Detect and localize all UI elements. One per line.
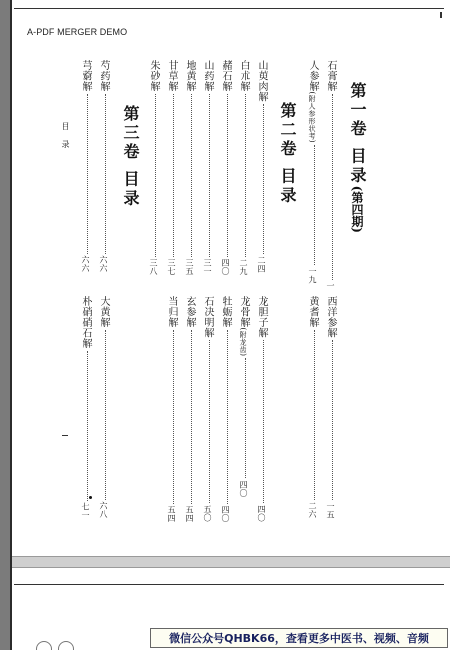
entry-label: 朱砂解 <box>148 60 159 92</box>
toc-entry[interactable] <box>254 60 269 273</box>
ink-dot <box>89 496 92 499</box>
leader-dots <box>87 351 88 501</box>
toc-entry[interactable] <box>305 60 320 284</box>
entry-page: 四〇 <box>221 258 230 276</box>
leader-dots <box>227 94 228 257</box>
leader-dots <box>155 94 156 257</box>
entry-label: 地黄解 <box>184 60 195 92</box>
entry-page: 二九 <box>239 258 248 276</box>
entry-label: 白朮解 <box>238 60 249 92</box>
entry-label: 玄参解 <box>184 296 195 328</box>
entry-page: 三五 <box>185 258 194 276</box>
watermark-text: A-PDF MERGER DEMO <box>27 27 128 37</box>
toc-entry[interactable] <box>323 296 338 519</box>
entry-page: 一九 <box>308 266 317 284</box>
top-rule <box>14 8 444 9</box>
volume-1-title: 第一卷 目录 <box>348 82 367 186</box>
toc-entry[interactable] <box>254 296 269 522</box>
toc-entry[interactable] <box>305 296 320 519</box>
toc-entry[interactable] <box>182 60 197 276</box>
page-corner-mark <box>440 12 442 18</box>
entry-label: 甘草解 <box>166 60 177 92</box>
entry-label: 赭石解 <box>220 60 231 92</box>
entry-page: 三八 <box>149 258 158 276</box>
entry-label: 芎藭解 <box>80 60 91 92</box>
leader-dots <box>332 94 333 280</box>
toc-entry[interactable] <box>146 60 161 276</box>
toc-entry[interactable] <box>200 60 215 276</box>
entry-page: 二六 <box>308 501 317 519</box>
entry-page: 六六 <box>99 255 108 273</box>
toc-entry[interactable] <box>182 296 197 523</box>
entry-page: 四〇 <box>221 505 230 523</box>
volume-3-heading <box>119 105 142 209</box>
leader-dots <box>191 94 192 257</box>
leader-dots <box>227 330 228 504</box>
page-separator <box>12 556 450 568</box>
scroll-circle-icon <box>36 641 52 650</box>
toc-entry[interactable] <box>78 296 93 520</box>
entry-page: 二四 <box>257 256 266 273</box>
toc-entry[interactable] <box>164 296 179 523</box>
volume-3-title: 第三卷 目录 <box>121 105 140 209</box>
entry-page: 六六 <box>81 255 90 273</box>
margin-dash <box>62 435 68 436</box>
toc-entry[interactable] <box>236 60 251 276</box>
volume-2-title: 第二卷 目录 <box>278 102 297 206</box>
leader-dots <box>105 94 106 254</box>
leader-dots <box>332 340 333 500</box>
margin-label: 目录 <box>61 122 70 158</box>
toc-entry[interactable] <box>218 296 233 523</box>
leader-dots <box>314 145 315 265</box>
entry-label: 山萸肉解 <box>256 60 267 102</box>
toc-entry[interactable] <box>323 60 338 290</box>
entry-label: 石决明解 <box>202 296 213 338</box>
entry-page: 七一 <box>81 502 90 520</box>
entry-label: 朴硝硝石解 <box>80 296 91 349</box>
entry-label: 当归解 <box>166 296 177 328</box>
toc-entry[interactable] <box>78 60 93 273</box>
toc-entry[interactable] <box>164 60 179 276</box>
toc-entry[interactable] <box>200 296 215 522</box>
volume-2-heading <box>276 102 299 206</box>
entry-page: 五四 <box>185 505 194 523</box>
promo-banner[interactable] <box>150 628 448 648</box>
entry-label: 西洋参解 <box>325 296 336 338</box>
leader-dots <box>191 330 192 504</box>
next-page-top-rule <box>14 584 444 585</box>
leader-dots <box>209 94 210 257</box>
entry-page: 四〇 <box>257 505 266 522</box>
leader-dots <box>173 94 174 257</box>
leader-dots <box>87 94 88 254</box>
entry-note: (附人参形状考) <box>308 91 316 143</box>
toc-entry[interactable] <box>96 60 111 273</box>
entry-label: 牡蛎解 <box>220 296 231 328</box>
entry-label: 山药解 <box>202 60 213 92</box>
leader-dots <box>263 340 264 503</box>
promo-banner-text: 微信公众号QHBK66，查看更多中医书、视频、音频 <box>169 632 429 645</box>
entry-label: 人参解 <box>307 60 318 92</box>
leader-dots <box>314 330 315 500</box>
scroll-circle-icon <box>58 641 74 650</box>
viewer-left-border <box>10 0 12 650</box>
leader-dots <box>105 330 106 500</box>
entry-label: 大黄解 <box>98 296 109 328</box>
leader-dots <box>245 94 246 257</box>
volume-1-heading <box>346 82 369 233</box>
entry-label: 龙骨解 <box>238 296 249 328</box>
entry-label: 芍药解 <box>98 60 109 92</box>
entry-note: (附龙齿) <box>239 327 247 357</box>
toc-entry[interactable] <box>218 60 233 276</box>
entry-label: 黄耆解 <box>307 296 318 328</box>
toc-entry[interactable] <box>96 296 111 519</box>
volume-1-period: (第四期) <box>350 185 364 233</box>
leader-dots <box>209 340 210 503</box>
entry-page: 四〇 <box>239 480 248 498</box>
leader-dots <box>173 330 174 504</box>
viewer-left-edge <box>0 0 10 650</box>
entry-label: 龙胆子解 <box>256 296 267 338</box>
entry-page: 三一 <box>203 258 212 276</box>
entry-page: 五〇 <box>203 505 212 522</box>
entry-page: 三七 <box>167 258 176 276</box>
entry-page: 五四 <box>167 505 176 523</box>
entry-label: 石膏解 <box>325 60 336 92</box>
toc-entry[interactable] <box>236 296 251 497</box>
entry-page: 六八 <box>99 501 108 519</box>
entry-page: 一 <box>326 281 335 290</box>
entry-page: 一五 <box>326 502 335 519</box>
leader-dots <box>263 104 264 254</box>
leader-dots <box>245 358 246 478</box>
